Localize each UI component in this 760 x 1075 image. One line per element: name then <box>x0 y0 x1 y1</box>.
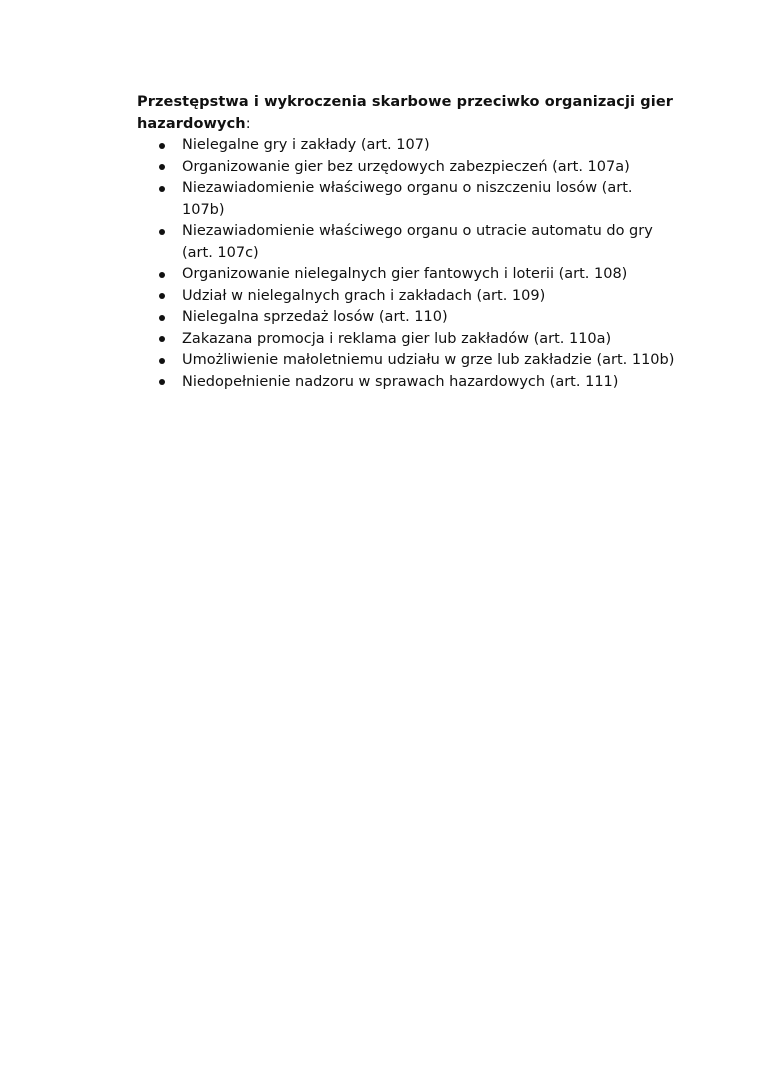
bullet-icon <box>159 272 165 278</box>
list-item-text: Organizowanie nielegalnych gier fantowych i loterii (art. 108) <box>182 266 628 282</box>
list-item-text: Nielegalne gry i zakłady (art. 107) <box>182 137 430 153</box>
list-item <box>137 307 677 329</box>
list-item-text: Niedopełnienie nadzoru w sprawach hazardowych (art. 111) <box>182 373 619 390</box>
list-item <box>137 286 677 308</box>
bullet-icon <box>159 315 165 321</box>
bullet-icon <box>159 229 165 235</box>
list-item <box>137 264 677 286</box>
bullet-icon <box>159 358 165 364</box>
offense-list <box>137 135 677 393</box>
bullet-icon <box>159 143 165 149</box>
bullet-icon <box>159 164 165 170</box>
bullet-icon <box>159 379 165 385</box>
list-item <box>137 372 677 394</box>
list-item <box>137 178 677 221</box>
bullet-icon <box>159 293 165 299</box>
list-item-text: Zakazana promocja i reklama gier lub zakładów (art. 110a) <box>182 330 612 347</box>
list-item-text: Udział w nielegalnych grach i zakładach (art. 109) <box>182 287 546 304</box>
section-heading <box>137 92 677 135</box>
list-item-text: Niezawiadomienie właściwego organu o utracie automatu do gry (art. 107c) <box>182 223 653 261</box>
list-item <box>137 135 677 157</box>
list-item-text: Organizowanie gier bez urzędowych zabezpieczeń (art. 107a) <box>182 158 630 175</box>
list-item <box>137 157 677 179</box>
section-heading-colon: : <box>245 115 251 132</box>
list-item <box>137 350 677 372</box>
list-item <box>137 329 677 351</box>
list-item-text: Nielegalna sprzedaż losów (art. 110) <box>182 309 448 325</box>
list-item-text: Umożliwienie małoletniemu udziału w grze lub zakładzie (art. 110b) <box>182 352 675 368</box>
list-item <box>137 221 677 264</box>
document-content <box>137 92 677 393</box>
bullet-icon <box>159 186 165 192</box>
bullet-icon <box>159 336 165 342</box>
list-item-text: Niezawiadomienie właściwego organu o niszczeniu losów (art. 107b) <box>182 180 633 218</box>
section-heading-text: Przestępstwa i wykroczenia skarbowe przeciwko organizacji gier hazardowych <box>137 94 674 132</box>
